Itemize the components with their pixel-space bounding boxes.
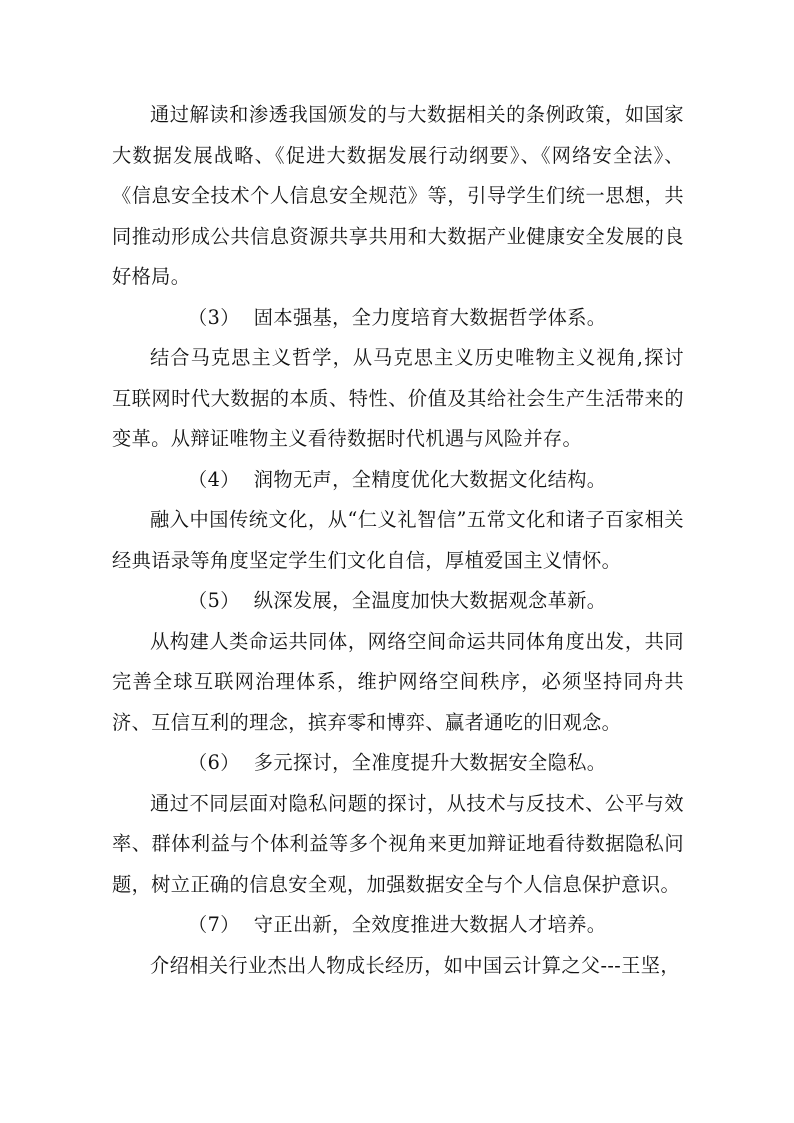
section-heading-5 (112, 581, 684, 622)
paragraph-policy: 通过解读和渗透我国颁发的与大数据相关的条例政策，如国家大数据发展战略、《促进大数据发展行动纲要》、《网络安全法》、《信息安全技术个人信息安全规范》等，引导学生们统一思想，共同推动形成公共信息资源共享共用和大数据产业健康安全发展的良好格局。 (112, 103, 684, 288)
paragraph-talent: 介绍相关行业杰出人物成长经历，如中国云计算之父---王坚， (150, 953, 680, 977)
section-number: （6） (188, 751, 240, 774)
section-number: （5） (188, 589, 240, 612)
section-heading-7 (112, 905, 684, 946)
section-heading-3 (112, 298, 684, 339)
document-body (112, 95, 684, 986)
paragraph-culture: 融入中国传统文化，从“仁义礼智信”五常文化和诸子百家相关经典语录等角度坚定学生们文化自信，厚植爱国主义情怀。 (112, 508, 684, 572)
section-title: 固本强基，全力度培育大数据哲学体系。 (253, 305, 607, 329)
section-title: 润物无声，全精度优化大数据文化结构。 (253, 467, 607, 491)
section-heading-6 (112, 743, 684, 784)
section-title: 纵深发展，全温度加快大数据观念革新。 (253, 589, 607, 612)
section-title: 守正出新，全效度推进大数据人才培养。 (253, 913, 607, 936)
paragraph-philosophy: 结合马克思主义哲学，从马克思主义历史唯物主义视角,探讨互联网时代大数据的本质、特性、价值及其给社会生产生活带来的变革。从辩证唯物主义看待数据时代机遇与风险并存。 (112, 346, 684, 450)
section-number: （4） (188, 467, 240, 491)
section-number: （7） (188, 913, 240, 936)
section-number: （3） (188, 305, 240, 329)
paragraph-privacy: 通过不同层面对隐私问题的探讨，从技术与反技术、公平与效率、群体利益与个体利益等多个视角来更加辩证地看待数据隐私问题，树立正确的信息安全观，加强数据安全与个人信息保护意识。 (112, 791, 684, 896)
section-heading-4 (112, 460, 684, 501)
section-title: 多元探讨，全准度提升大数据安全隐私。 (253, 751, 607, 774)
paragraph-community: 从构建人类命运共同体，网络空间命运共同体角度出发，共同完善全球互联网治理体系，维护网络空间秩序，必须坚持同舟共济、互信互利的理念，摈弃零和博弈、赢者通吃的旧观念。 (112, 629, 684, 734)
